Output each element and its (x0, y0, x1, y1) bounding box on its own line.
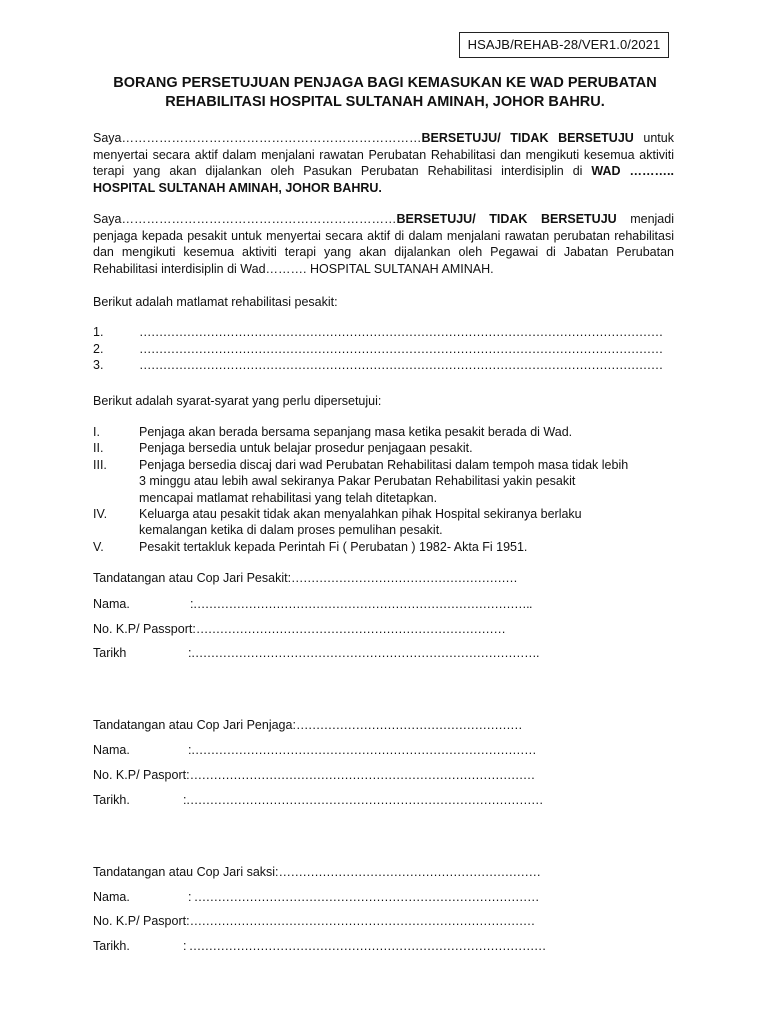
condition-number: I. (93, 425, 100, 439)
patient-signature-row (93, 571, 517, 585)
patient-name-label: Nama. (93, 597, 130, 611)
guardian-date-field[interactable]: :……………………………………………………………………………… (183, 793, 543, 807)
guardian-ic-row (93, 768, 535, 782)
form-title-line-2: REHABILITASI HOSPITAL SULTANAH AMINAH, JOHOR BAHRU. (165, 94, 605, 110)
patient-consent-paragraph (93, 130, 674, 196)
document-code-box (459, 32, 669, 58)
guardian-date-label: Tarikh. (93, 793, 130, 807)
patient-ward-hospital: WAD ……….. HOSPITAL SULTANAH AMINAH, JOHOR BAHRU. (93, 164, 674, 195)
goal-blank: …………………………………………………………………………………………………………………… (139, 358, 663, 372)
patient-signature-label: Tandatangan atau Cop Jari Pesakit: (93, 571, 292, 585)
witness-date-row (93, 939, 546, 953)
condition-text: Penjaga bersedia discaj dari wad Perubatan Rehabilitasi dalam tempoh masa tidak lebih 3 minggu atau lebih awal sekiranya Pakar Perubatan Rehabilitasi yakin pesakit mencapai matlamat rehabilitasi yang telah ditetapkan. (139, 458, 629, 505)
witness-ic-row (93, 914, 535, 928)
guardian-name-field[interactable]: :…………………………………………………………………………… (188, 743, 536, 757)
conditions-heading: Berikut adalah syarat-syarat yang perlu dipersetujui: (93, 394, 382, 408)
guardian-consent-text: menjadi penjaga kepada pesakit untuk menyertai secara aktif di dalam menjalani rawatan perubatan rehabilitasi dan mengikuti kesemua aktiviti terapi yang akan dijalankan oleh Pegawai di Jabatan Perubatan Rehabilitasi interdisiplin di Wad………. HOSPITAL SULTANAH AMINAH. (93, 212, 674, 276)
patient-consent-choice: BERSETUJU/ TIDAK BERSETUJU (421, 131, 634, 145)
goal-number: 1. (93, 325, 104, 339)
guardian-signature-row (93, 718, 522, 732)
witness-name-field[interactable]: : …………………………………………………………………………… (188, 890, 539, 904)
patient-name-blank: Saya……………………………………………………………… (93, 131, 422, 145)
goals-heading: Berikut adalah matlamat rehabilitasi pesakit: (93, 295, 338, 309)
condition-text: Pesakit tertakluk kepada Perintah Fi ( Perubatan ) 1982- Akta Fi 1951. (139, 540, 528, 554)
patient-date-row (93, 646, 539, 660)
condition-text: Keluarga atau pesakit tidak akan menyalahkan pihak Hospital sekiranya berlaku kemalangan ketika di dalam proses pemulihan pesakit. (139, 507, 582, 538)
patient-signature-field[interactable]: ………………………………………………… (291, 571, 518, 585)
guardian-signature-field[interactable]: ………………………………………………… (295, 718, 523, 732)
condition-number: V. (93, 540, 104, 554)
guardian-consent-paragraph (93, 211, 674, 277)
witness-date-field[interactable]: : ……………………………………………………………………………… (183, 939, 546, 953)
witness-signature-row (93, 865, 540, 879)
patient-ic-field[interactable]: …………………………………………………………………… (195, 622, 506, 636)
patient-date-field[interactable]: :……………………………………………………………………………. (188, 646, 539, 660)
witness-date-label: Tarikh. (93, 939, 130, 953)
witness-name-row (93, 890, 539, 904)
witness-ic-label: No. K.P/ Pasport: (93, 914, 190, 928)
witness-name-label: Nama. (93, 890, 130, 904)
goal-number: 3. (93, 358, 104, 372)
form-title-line-1: BORANG PERSETUJUAN PENJAGA BAGI KEMASUKAN KE WAD PERUBATAN (113, 75, 657, 91)
patient-name-field[interactable]: :………………………………………………………………………….. (190, 597, 532, 611)
patient-consent-text: untuk menyertai secara aktif dalam menjalani rawatan Perubatan Rehabilitasi dan mengikuti kesemua aktiviti terapi yang akan dijalankan oleh Pasukan Perubatan Rehabilitasi interdisiplin di (93, 131, 674, 178)
condition-text: Penjaga akan berada bersama sepanjang masa ketika pesakit berada di Wad. (139, 425, 573, 439)
patient-date-label: Tarikh (93, 646, 127, 660)
condition-number: IV. (93, 507, 108, 521)
guardian-date-row (93, 793, 543, 807)
guardian-name-row (93, 743, 536, 757)
condition-number: III. (93, 458, 107, 472)
patient-name-row (93, 597, 532, 611)
guardian-signature-label: Tandatangan atau Cop Jari Penjaga: (93, 718, 296, 732)
patient-ic-label: No. K.P/ Passport: (93, 622, 196, 636)
guardian-consent-choice: BERSETUJU/ TIDAK BERSETUJU (396, 212, 617, 226)
goal-blank: …………………………………………………………………………………………………………………… (139, 325, 663, 339)
goal-blank: …………………………………………………………………………………………………………………… (139, 342, 663, 356)
guardian-ic-label: No. K.P/ Pasport: (93, 768, 190, 782)
guardian-name-label: Nama. (93, 743, 130, 757)
condition-number: II. (93, 441, 104, 455)
form-title (60, 74, 710, 112)
guardian-name-blank: Saya………………………………………………………… (93, 212, 397, 226)
witness-signature-field[interactable]: ………………………………………………………… (278, 865, 541, 879)
witness-ic-field[interactable]: …………………………………………………………………………… (189, 914, 535, 928)
guardian-ic-field[interactable]: …………………………………………………………………………… (189, 768, 535, 782)
document-code: HSAJB/REHAB-28/VER1.0/2021 (467, 37, 661, 52)
goal-number: 2. (93, 342, 104, 356)
condition-text: Penjaga bersedia untuk belajar prosedur penjagaan pesakit. (139, 441, 473, 455)
patient-ic-row (93, 622, 505, 636)
witness-signature-label: Tandatangan atau Cop Jari saksi: (93, 865, 279, 879)
